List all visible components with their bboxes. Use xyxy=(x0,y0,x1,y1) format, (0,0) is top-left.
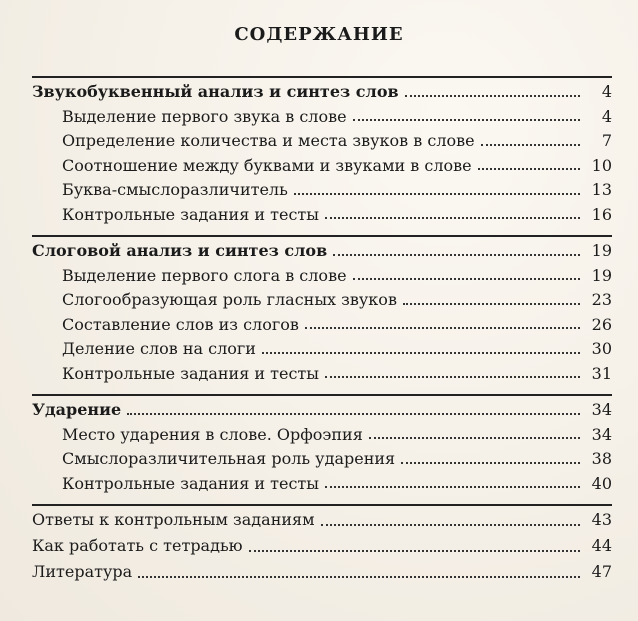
toc-main-entry xyxy=(32,400,612,425)
leader-dots xyxy=(325,376,580,378)
toc-entry-label: Место ударения в слове. Орфоэпия xyxy=(62,424,363,444)
toc-section-sound-letter xyxy=(32,76,612,229)
toc-page-number: 34 xyxy=(591,400,612,419)
leader-dots xyxy=(369,437,580,439)
leader-dots xyxy=(305,327,580,329)
toc-sub-entry xyxy=(32,131,612,156)
toc-page-number: 30 xyxy=(591,339,612,358)
toc-page-number: 47 xyxy=(591,562,612,581)
leader-dots xyxy=(353,119,580,121)
toc-sub-entry xyxy=(32,315,612,340)
toc-page-number: 10 xyxy=(591,155,612,175)
leader-dots xyxy=(333,254,580,256)
toc-page-number: 16 xyxy=(591,204,612,224)
toc-page-number: 31 xyxy=(591,363,612,383)
toc-entry-label: Контрольные задания и тесты xyxy=(62,204,320,224)
toc-sub-entry xyxy=(32,266,612,291)
toc-entry-label: Смыслоразличительная роль ударения xyxy=(62,449,396,468)
page-title: СОДЕРЖАНИЕ xyxy=(234,24,404,45)
toc-main-entry xyxy=(32,82,612,107)
leader-dots xyxy=(403,303,580,305)
toc-page-number: 40 xyxy=(591,473,612,493)
toc-sub-entry xyxy=(32,107,612,132)
leader-dots xyxy=(325,486,580,488)
toc-entry-label: Контрольные задания и тесты xyxy=(62,363,320,383)
toc-sub-entry xyxy=(32,290,612,315)
toc-section-stress xyxy=(32,394,612,498)
leader-dots xyxy=(401,462,580,464)
leader-dots xyxy=(353,278,580,280)
toc-sub-entry xyxy=(32,156,612,181)
leader-dots xyxy=(127,413,580,415)
toc-entry-label: Выделение первого звука в слове xyxy=(62,106,347,126)
toc-sub-entry xyxy=(32,364,612,389)
toc-sub-entry xyxy=(32,180,612,205)
toc-entry-literature xyxy=(32,562,612,588)
toc-page-number: 4 xyxy=(601,82,612,101)
toc-page-number: 19 xyxy=(591,241,612,260)
toc-entry-label: Определение количества и места звуков в слове xyxy=(62,131,475,150)
leader-dots xyxy=(249,550,580,552)
toc-entry-label: Звукобуквенный анализ и синтез слов xyxy=(32,82,399,101)
toc-sub-entry xyxy=(32,474,612,499)
toc-page-number: 43 xyxy=(591,510,612,529)
toc-entry-label: Как работать с тетрадью xyxy=(32,536,243,555)
toc-entry-label: Литература xyxy=(32,562,133,581)
table-of-contents xyxy=(32,76,612,588)
toc-entry-label: Деление слов на слоги xyxy=(62,339,256,358)
leader-dots xyxy=(294,193,580,195)
leader-dots xyxy=(262,352,580,354)
toc-sub-entry xyxy=(32,205,612,230)
toc-entry-label: Выделение первого слога в слове xyxy=(62,265,347,285)
toc-page-number: 4 xyxy=(601,106,612,126)
toc-page-number: 44 xyxy=(591,536,612,555)
leader-dots xyxy=(321,524,580,526)
toc-entry-answers xyxy=(32,510,612,536)
toc-page-number: 38 xyxy=(591,449,612,468)
toc-page-number: 23 xyxy=(591,290,612,309)
toc-sub-entry xyxy=(32,339,612,364)
toc-section-syllable xyxy=(32,235,612,388)
toc-entry-label: Ответы к контрольным заданиям xyxy=(32,510,315,529)
toc-sub-entry xyxy=(32,449,612,474)
toc-entry-label: Соотношение между буквами и звуками в слове xyxy=(62,155,472,175)
toc-entry-label: Буква-смыслоразличитель xyxy=(62,180,288,199)
leader-dots xyxy=(138,576,580,578)
toc-entry-label: Ударение xyxy=(32,400,122,419)
toc-page-number: 7 xyxy=(601,131,612,150)
toc-entry-how-to xyxy=(32,536,612,562)
toc-page-number: 13 xyxy=(591,180,612,199)
toc-page-number: 34 xyxy=(591,424,612,444)
toc-page-number: 19 xyxy=(591,265,612,285)
leader-dots xyxy=(325,217,580,219)
leader-dots xyxy=(405,95,580,97)
toc-entry-label: Слоговой анализ и синтез слов xyxy=(32,241,328,260)
toc-entry-label: Составление слов из слогов xyxy=(62,314,299,334)
toc-standalone-entries xyxy=(32,504,612,588)
toc-entry-label: Слогообразующая роль гласных звуков xyxy=(62,290,397,309)
toc-sub-entry xyxy=(32,425,612,450)
toc-main-entry xyxy=(32,241,612,266)
leader-dots xyxy=(478,168,580,170)
leader-dots xyxy=(481,144,580,146)
toc-page-number: 26 xyxy=(591,314,612,334)
toc-entry-label: Контрольные задания и тесты xyxy=(62,473,320,493)
